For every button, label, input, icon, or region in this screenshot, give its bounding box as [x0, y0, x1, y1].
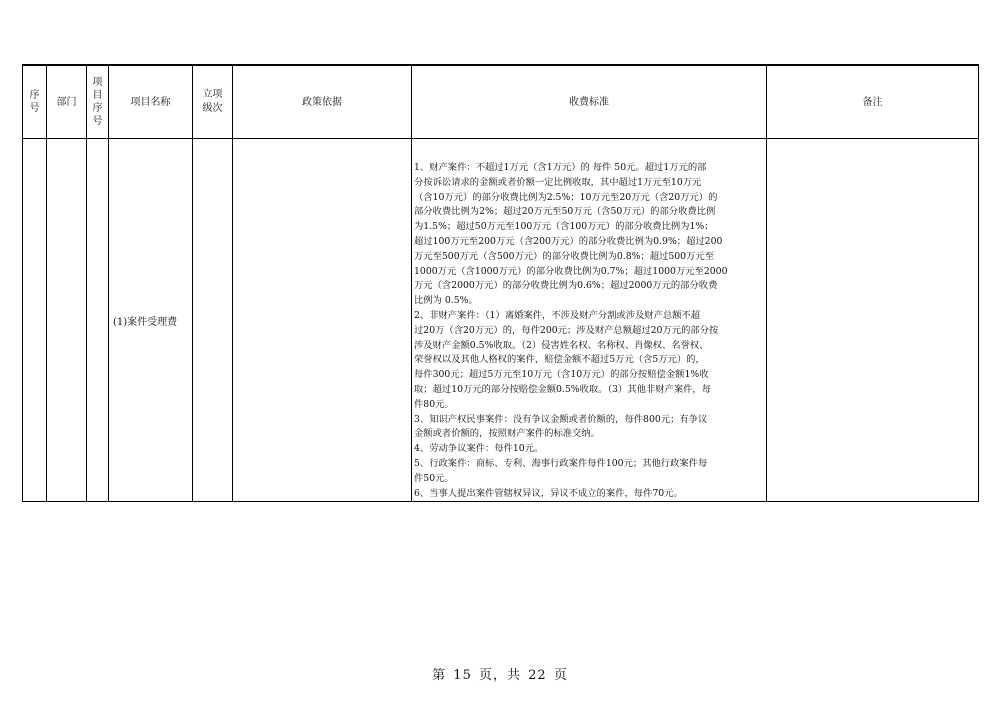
footer-prefix: 第 [432, 668, 447, 683]
header-item-seq: 项目序号 [87, 65, 109, 139]
footer-total-pages: 22 [528, 668, 547, 683]
header-row [23, 65, 979, 139]
header-item-name: 项目名称 [109, 65, 193, 139]
cell-remark [767, 139, 979, 502]
header-remark: 备注 [767, 65, 979, 139]
cell-item-name: (1)案件受理费 [109, 139, 193, 502]
cell-dept [47, 139, 87, 502]
footer-page-number: 15 [453, 668, 472, 683]
footer-suffix: 页 [553, 668, 568, 683]
header-policy: 政策依据 [233, 65, 412, 139]
table-row [23, 139, 979, 502]
header-level: 立项级次 [193, 65, 233, 139]
header-seq: 序号 [23, 65, 47, 139]
cell-item-seq [87, 139, 109, 502]
cell-level [193, 139, 233, 502]
header-standard: 收费标准 [412, 65, 767, 139]
cell-policy [233, 139, 412, 502]
page-footer [0, 664, 1000, 683]
cell-seq [23, 139, 47, 502]
footer-mid: 页，共 [478, 668, 521, 683]
cell-standard [412, 139, 767, 502]
fee-table [22, 64, 979, 502]
header-dept: 部门 [47, 65, 87, 139]
fee-standard-text: 1、财产案件：不超过1万元（含1万元）的 每件 50元。超过1万元的部 分按诉讼请求的金额或者价额一定比例收取，其中超过1万元至10万元 （含10万元）的部分收费比例为2.5%；10万元至20万元（含20万元）的 部分收费比例为2%；超过20万元至50万元（含50万元）的部分收费比例 为1.5%；超过50万元至100万元（含100万元）的部分收费比例为1%； 超过100万元至200万元（含200万元）的部分收费比例为0.9%；超过200 万元至500万元（含500万元）的部分收费比例为0.8%；超过500万元至 1000万元（含1000万元）的部分收费比例为0.7%；超过1000万元至2000 万元（含2000万元）的部分收费比例为0.6%；超过2000万元的部分收费 比例为 0.5%。 2、非财产案件：（1）离婚案件，不涉及财产分割或涉及财产总额不超 过20万（含20万元）的，每件200元；涉及财产总额超过20万元的部分按 涉及财产金额0.5%收取。（2）侵害姓名权、名称权、肖像权、名誉权、 荣誉权以及其他人格权的案件，赔偿金额不超过5万元（含5万元）的， 每件300元；超过5万元至10万元（含10万元）的部分按赔偿金额1%收 取；超过10万元的部分按赔偿金额0.5%收取。（3）其他非财产案件，每 件80元。 3、知识产权民事案件：没有争议金额或者价额的，每件800元；有争议 金额或者价额的，按照财产案件的标准交纳。 4、劳动争议案件：每件10元。 5、行政案件：商标、专利、海事行政案件每件100元；其他行政案件每 件50元。 6、当事人提出案件管辖权异议，异议不成立的案件，每件70元。 [414, 162, 728, 499]
